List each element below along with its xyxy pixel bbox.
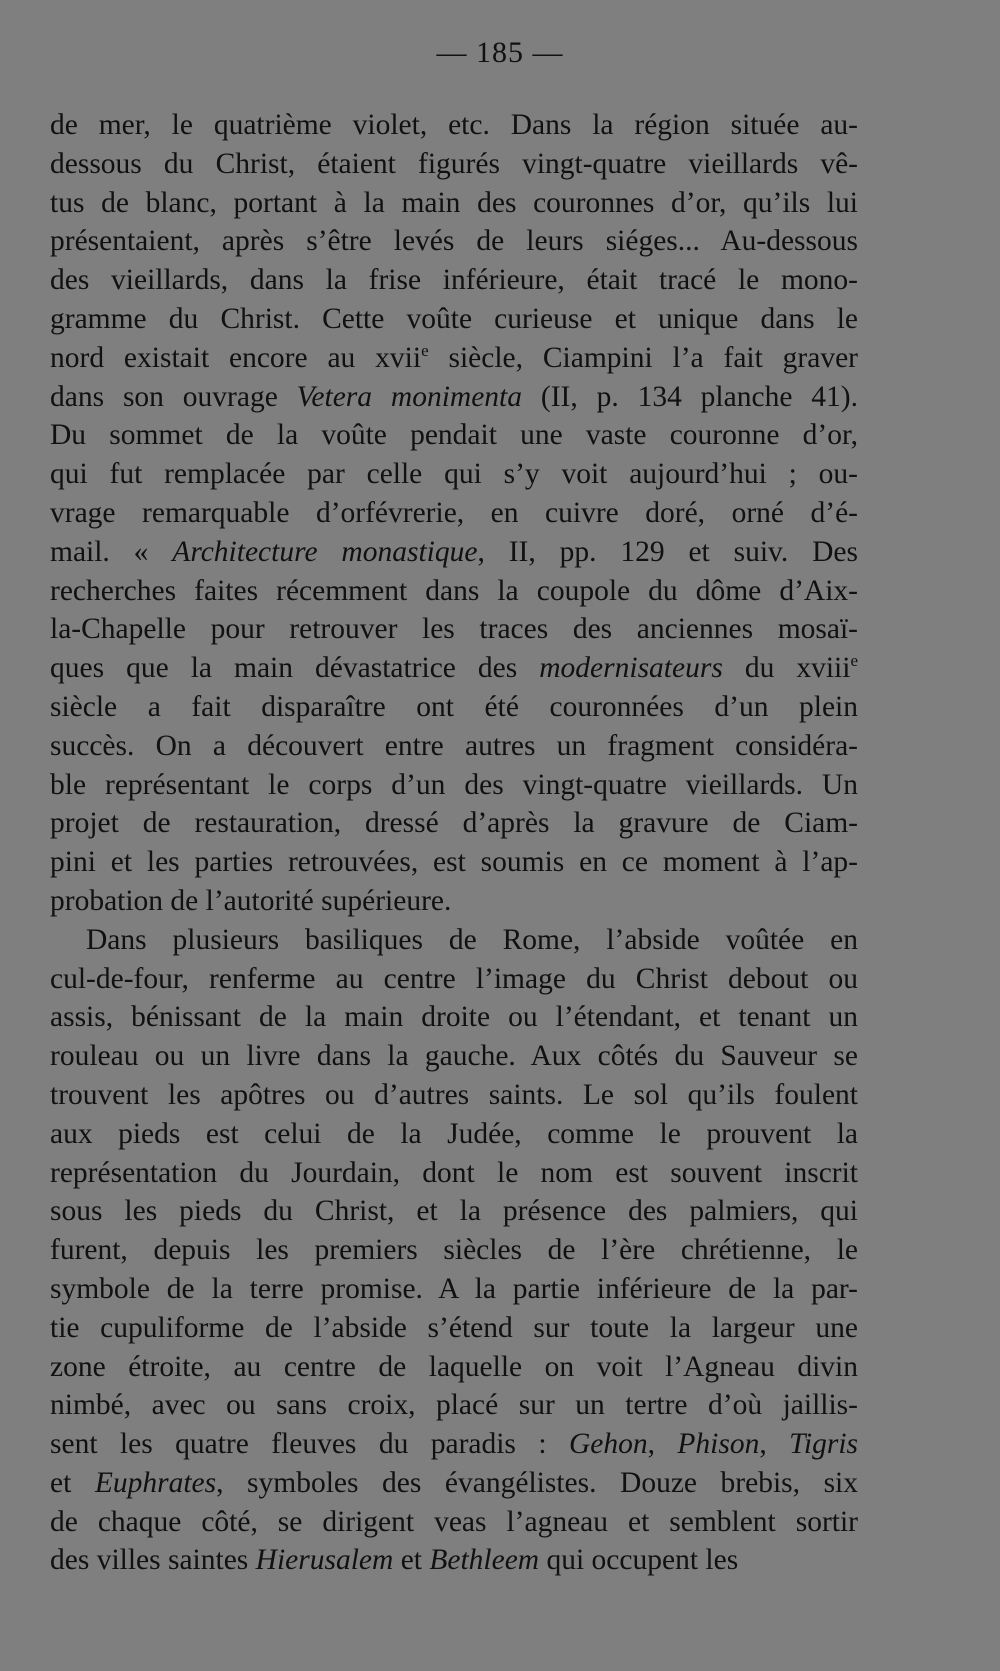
text-line [50, 494, 858, 533]
text-line [50, 688, 858, 727]
text-run: présentaient, après s’être levés de leurs siéges... Au-dessous [50, 225, 858, 258]
text-run: aux pieds est celui de la Judée, comme le prouvent la [50, 1117, 858, 1150]
text-run: Du sommet de la voûte pendait une vaste couronne d’or, [50, 419, 858, 452]
page-number-header: — 185 — [436, 36, 564, 69]
text-run: trouvent les apôtres ou d’autres saints. Le sol qu’ils foulent [50, 1078, 858, 1111]
text-run: siècle, Ciampini l’a fait graver [428, 341, 858, 374]
italic-text: modernisateurs [539, 652, 723, 685]
text-run: succès. On a découvert entre autres un fragment considéra- [50, 729, 858, 762]
text-line [50, 1192, 858, 1231]
text-run: symbole de la terre promise. A la partie inférieure de la par- [50, 1272, 858, 1305]
text-run: gramme du Christ. Cette voûte curieuse et unique dans le [50, 302, 858, 335]
text-line [50, 1348, 858, 1387]
text-run: des villes saintes [50, 1544, 256, 1577]
text-line [50, 882, 858, 921]
text-run: recherches faites récemment dans la coupole du dôme d’Aix- [50, 574, 858, 607]
text-run: nimbé, avec ou sans croix, placé sur un tertre d’où jaillis- [50, 1389, 858, 1422]
text-run: projet de restauration, dressé d’après la gravure de Ciam- [50, 807, 858, 840]
text-run: du xviii [722, 652, 851, 685]
text-run: rouleau ou un livre dans la gauche. Aux côtés du Sauveur se [50, 1040, 858, 1073]
text-run: qui fut remplacée par celle qui s’y voit aujourd’hui ; ou- [50, 458, 858, 491]
italic-text: Phison [677, 1428, 760, 1461]
text-line [50, 300, 858, 339]
italic-text: Bethleem [429, 1544, 540, 1577]
text-line [50, 572, 858, 611]
text-line [50, 1464, 858, 1503]
superscript: e [850, 651, 858, 671]
text-line [50, 1037, 858, 1076]
text-run: pini et les parties retrouvées, est soumis en ce moment à l’ap- [50, 846, 858, 879]
text-run: de mer, le quatrième violet, etc. Dans la région située au- [50, 109, 858, 141]
text-run: dans son ouvrage [50, 380, 297, 413]
text-run: cul-de-four, renferme au centre l’image du Christ debout ou [50, 962, 858, 995]
text-line [50, 1115, 858, 1154]
text-run: (II, p. 134 planche 41). [522, 380, 858, 413]
text-line [50, 649, 858, 688]
text-run: des vieillards, dans la frise inférieure, était tracé le mono- [50, 264, 858, 297]
text-line [50, 843, 858, 882]
text-run: et [50, 1466, 95, 1499]
text-line [50, 1270, 858, 1309]
text-run: représentation du Jourdain, dont le nom est souvent inscrit [50, 1156, 858, 1189]
text-run: sent les quatre fleuves du paradis : [50, 1428, 569, 1461]
italic-text: Tigris [789, 1428, 859, 1461]
text-run: ques que la main dévastatrice des [50, 652, 540, 685]
text-line [50, 533, 858, 572]
text-line [50, 261, 858, 300]
text-run: probation de l’autorité supérieure. [50, 884, 452, 917]
text-line [50, 610, 858, 649]
text-line [50, 1154, 858, 1193]
text-line [50, 378, 858, 417]
text-run: la-Chapelle pour retrouver les traces des anciennes mosaï- [50, 613, 858, 646]
text-run: siècle a fait disparaître ont été couronnées d’un plein [50, 690, 858, 723]
text-run: tie cupuliforme de l’abside s’étend sur toute la largeur une [50, 1311, 858, 1344]
italic-text: Vetera monimenta [296, 380, 522, 413]
text-run: de chaque côté, se dirigent veas l’agneau et semblent sortir [50, 1505, 858, 1538]
italic-text: Euphrates [94, 1466, 217, 1499]
text-run: , [759, 1428, 790, 1461]
text-run: tus de blanc, portant à la main des couronnes d’or, qu’ils lui [50, 186, 858, 219]
text-line [50, 145, 858, 184]
text-run: nord existait encore au xvii [50, 341, 422, 374]
text-run: ble représentant le corps d’un des vingt-quatre vieillards. Un [50, 768, 858, 801]
text-run: qui occupent les [539, 1544, 739, 1577]
text-line [50, 727, 858, 766]
text-line [50, 766, 858, 805]
text-line [50, 1541, 858, 1580]
text-line [50, 1425, 858, 1464]
text-line [50, 184, 858, 223]
text-run: furent, depuis les premiers siècles de l’ère chrétienne, le [50, 1234, 858, 1267]
text-line [50, 921, 858, 960]
text-line [50, 222, 858, 261]
text-run: zone étroite, au centre de laquelle on voit l’Agneau divin [50, 1350, 858, 1383]
page-body-text [50, 106, 858, 1580]
text-run: vrage remarquable d’orfévrerie, en cuivre doré, orné d’é- [50, 496, 858, 529]
text-run: mail. « [50, 535, 173, 568]
italic-text: Hierusalem [255, 1544, 394, 1577]
text-line [50, 106, 858, 145]
italic-text: Gehon [568, 1428, 648, 1461]
text-line [50, 1231, 858, 1270]
text-run: Dans plusieurs basiliques de Rome, l’abside voûtée en [86, 923, 858, 956]
text-run: , II, pp. 129 et suiv. Des [477, 535, 858, 568]
text-line [50, 455, 858, 494]
text-line [50, 960, 858, 999]
text-run: et [393, 1544, 430, 1577]
text-line [50, 416, 858, 455]
text-run: dessous du Christ, étaient figurés vingt-quatre vieillards vê- [50, 147, 858, 180]
text-run: sous les pieds du Christ, et la présence des palmiers, qui [50, 1195, 858, 1228]
text-line [50, 804, 858, 843]
text-run: , [647, 1428, 678, 1461]
text-line [50, 339, 858, 378]
text-run: assis, bénissant de la main droite ou l’étendant, et tenant un [50, 1001, 858, 1034]
text-line [50, 1309, 858, 1348]
text-line [50, 1076, 858, 1115]
text-line [50, 1503, 858, 1542]
text-run: , symboles des évangélistes. Douze brebis, six [216, 1466, 858, 1499]
text-line [50, 1386, 858, 1425]
text-line [50, 998, 858, 1037]
superscript: e [421, 340, 429, 360]
italic-text: Architecture monastique [172, 535, 478, 568]
